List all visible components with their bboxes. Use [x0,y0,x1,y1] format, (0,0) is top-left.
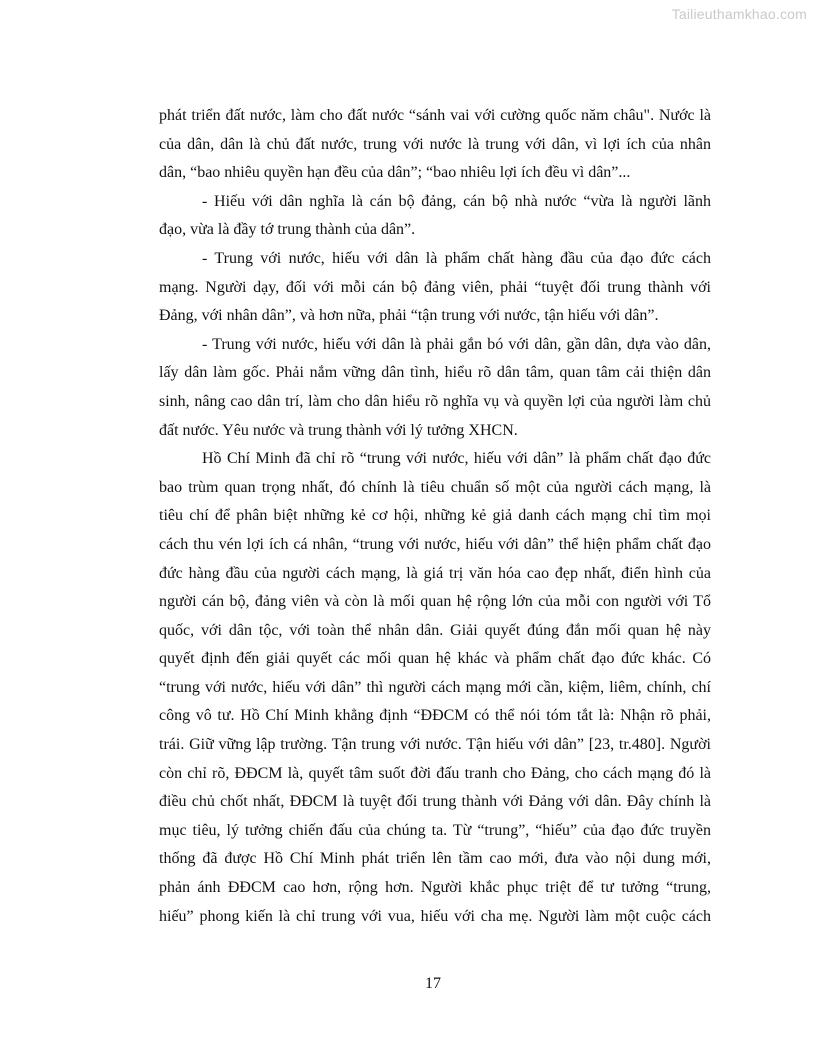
text-line: sinh, nâng cao dân trí, làm cho dân hiểu rõ nghĩa vụ và quyền lợi của người làm chủ [159,392,711,410]
text-line: đạo, vừa là đầy tớ trung thành của dân”. [159,221,416,239]
text-line: quốc, với dân tộc, với toàn thể nhân dân. Giải quyết đúng đắn mối quan hệ này [159,621,711,639]
text-line: dân, “bao nhiêu quyền hạn đều của dân”; “bao nhiêu lợi ích đều vì dân”... [159,164,631,182]
text-line: thống đã được Hồ Chí Minh phát triển lên tầm cao mới, đưa vào nội dung mới, [159,850,711,868]
text-line: mục tiêu, lý tưởng chiến đấu của chúng ta. Từ “trung”, “hiếu” của đạo đức truyền [159,821,711,839]
text-line: phát triển đất nước, làm cho đất nước “sánh vai với cường quốc năm châu". Nước là [159,107,711,124]
text-line: - Trung với nước, hiếu với dân là phẩm chất hàng đầu của đạo đức cách [202,249,711,267]
text-line: hiếu” phong kiến là chỉ trung với vua, hiếu với cha mẹ. Người làm một cuộc cách [159,907,711,925]
page-number: 17 [425,975,441,992]
text-line: công vô tư. Hồ Chí Minh khẳng định “ĐĐCM có thể nói tóm tắt là: Nhận rõ phải, [159,707,711,725]
text-line: - Hiếu với dân nghĩa là cán bộ đảng, cán bộ nhà nước “vừa là người lãnh [202,192,711,210]
text-line: mạng. Người dạy, đối với mỗi cán bộ đảng viên, phải “tuyệt đối trung thành với [159,278,711,296]
text-line: điều chủ chốt nhất, ĐĐCM là tuyệt đối trung thành với Đảng với dân. Đây chính là [159,793,711,811]
text-line: Hồ Chí Minh đã chỉ rõ “trung với nước, hiếu với dân” là phẩm chất đạo đức [202,450,711,468]
text-line: lấy dân làm gốc. Phải nắm vững dân tình, hiểu rõ dân tâm, quan tâm cải thiện dân [159,364,711,382]
text-line: bao trùm quan trọng nhất, đó chính là tiêu chuẩn số một của người cách mạng, là [159,478,711,496]
text-line: tiêu chí để phân biệt những kẻ cơ hội, những kẻ giả danh cách mạng chỉ tìm mọi [159,507,711,525]
text-line: - Trung với nước, hiếu với dân là phải gắn bó với dân, gần dân, dựa vào dân, [202,335,711,353]
text-line: “trung với nước, hiếu với dân” thì người cách mạng mới cần, kiệm, liêm, chính, chí [159,678,711,696]
text-line: đất nước. Yêu nước và trung thành với lý tưởng XHCN. [159,421,518,439]
document-body [159,102,711,931]
text-line: Đảng, với nhân dân”, và hơn nữa, phải “tận trung với nước, tận hiếu với dân”. [159,307,659,325]
text-line: phản ánh ĐĐCM cao hơn, rộng hơn. Người khắc phục triệt để tư tưởng “trung, [159,879,711,897]
text-line: còn chỉ rõ, ĐĐCM là, quyết tâm suốt đời đấu tranh cho Đảng, cho cách mạng đó là [159,764,711,782]
text-line: trái. Giữ vững lập trường. Tận trung với nước. Tận hiếu với dân” [23, tr.480]. Người [159,736,711,754]
watermark-text: Tailieuthamkhao.com [671,6,807,22]
text-line: cách thu vén lợi ích cá nhân, “trung với nước, hiếu với dân” thể hiện phẩm chất đạo [159,535,711,553]
text-line: của dân, dân là chủ đất nước, trung với nước là trung với dân, vì lợi ích của nhân [159,135,711,153]
text-line: đức hàng đầu của người cách mạng, là giá trị văn hóa cao đẹp nhất, điển hình của [159,564,711,582]
text-line: quyết định đến giải quyết các mối quan hệ khác và phẩm chất đạo đức khác. Có [159,650,711,668]
text-line: người cán bộ, đảng viên và còn là mối quan hệ rộng lớn của mỗi con người với Tổ [159,593,711,611]
